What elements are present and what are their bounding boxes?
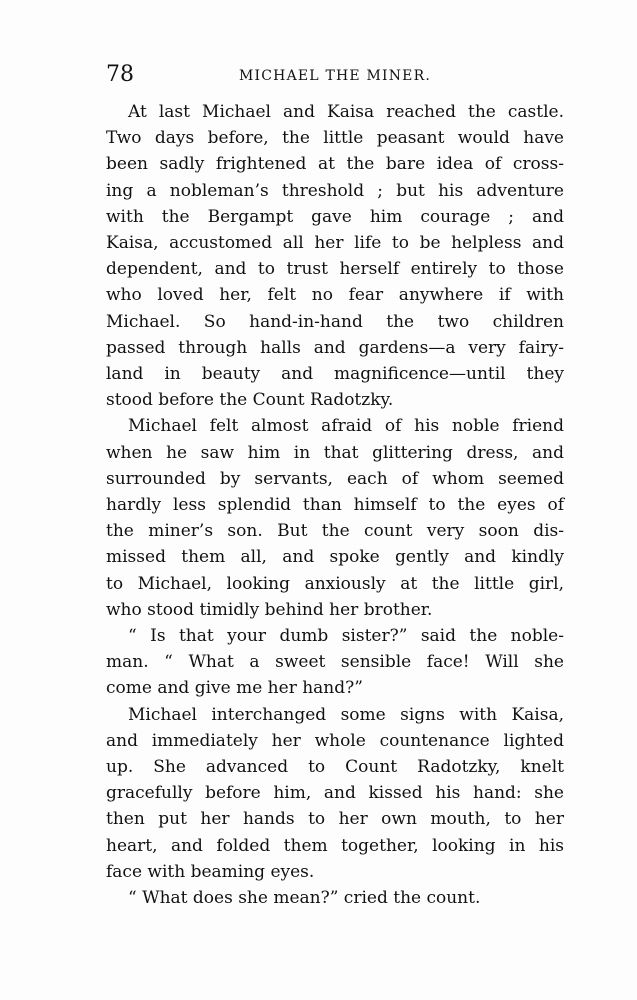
text-line: with the Bergampt gave him courage ; and [106, 206, 564, 227]
text-line: passed through halls and gardens—a very fairy- [106, 337, 564, 358]
body-text [106, 99, 564, 911]
text-line: hardly less splendid than himself to the eyes of [106, 495, 564, 516]
paragraph [106, 413, 564, 623]
text-line: Two days before, the little peasant would have [106, 128, 564, 149]
text-line: then put her hands to her own mouth, to her [106, 809, 564, 830]
text-line: “ What does she mean?” cried the count. [128, 888, 481, 909]
running-head: MICHAEL THE MINER. [238, 68, 431, 84]
text-line: come and give me her hand?” [106, 678, 363, 699]
text-line: man. “ What a sweet sensible face! Will she [106, 652, 564, 673]
paragraph [106, 99, 564, 413]
text-line: dependent, and to trust herself entirely to those [106, 259, 564, 280]
text-line: missed them all, and spoke gently and kindly [106, 547, 564, 568]
text-line: up. She advanced to Count Radotzky, knelt [106, 757, 564, 778]
text-line: the miner’s son. But the count very soon dis- [106, 521, 564, 542]
page-header [106, 62, 564, 92]
text-line: Michael felt almost afraid of his noble friend [128, 416, 564, 437]
text-line: gracefully before him, and kissed his hand: she [106, 783, 564, 804]
text-line: when he saw him in that glittering dress, and [106, 442, 564, 463]
paragraph [106, 702, 564, 885]
text-line: At last Michael and Kaisa reached the castle. [128, 102, 564, 122]
paragraph [106, 885, 564, 911]
page-number: 78 [106, 62, 134, 87]
text-line: surrounded by servants, each of whom seemed [106, 468, 564, 489]
text-line: who stood timidly behind her brother. [106, 599, 433, 620]
text-line: been sadly frightened at the bare idea of cross- [106, 154, 564, 175]
text-line: heart, and folded them together, looking in his [106, 835, 564, 856]
text-line: Michael interchanged some signs with Kaisa, [128, 704, 564, 725]
paragraph [106, 623, 564, 702]
text-line: who loved her, felt no fear anywhere if with [106, 285, 564, 306]
text-line: Michael. So hand-in-hand the two children [106, 311, 564, 332]
text-line: stood before the Count Radotzky. [106, 390, 394, 411]
text-line: face with beaming eyes. [106, 861, 315, 882]
text-line: land in beauty and magnificence—until they [106, 364, 564, 385]
text-line: to Michael, looking anxiously at the little girl, [106, 573, 564, 594]
text-line: “ Is that your dumb sister?” said the noble- [128, 626, 564, 647]
text-line: and immediately her whole countenance lighted [106, 730, 564, 751]
text-line: Kaisa, accustomed all her life to be helpless and [106, 233, 564, 254]
text-line: ing a nobleman’s threshold ; but his adventure [106, 180, 564, 201]
